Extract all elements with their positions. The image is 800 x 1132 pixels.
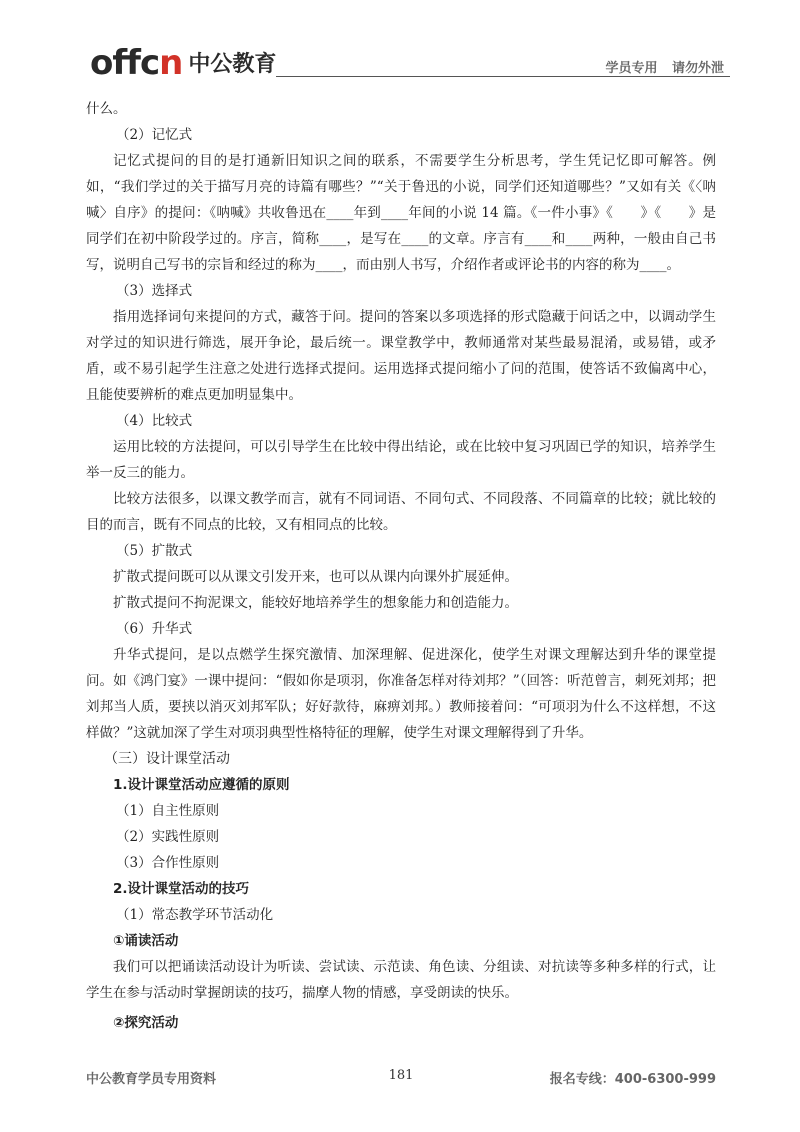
list-item: （1）常态教学环节活动化 — [116, 907, 274, 923]
chapter-heading-classroom-activity: （三）设计课堂活动 — [104, 751, 230, 767]
subheading-techniques: 2.设计课堂活动的技巧 — [113, 881, 250, 897]
page-body — [86, 96, 716, 1036]
header-notice: 学员专用 请勿外泄 — [605, 61, 724, 76]
paragraph: 运用比较的方法提问，可以引导学生在比较中得出结论，或在比较中复习巩固已学的知识，培养学生举一反三的能力。 — [86, 439, 716, 481]
paragraph: 我们可以把诵读活动设计为听读、尝试读、示范读、角色读、分组读、对抗读等多种多样的行式，让学生在参与活动时掌握朗读的技巧，揣摩人物的情感，享受朗读的快乐。 — [86, 959, 716, 1001]
subheading-principles: 1.设计课堂活动应遵循的原则 — [113, 777, 290, 793]
paragraph: 扩散式提问既可以从课文引发开来，也可以从课内向课外扩展延伸。 — [113, 569, 518, 585]
subheading-inquiry-activity: ②探究活动 — [113, 1015, 179, 1031]
section-heading-sublimation: （6）升华式 — [116, 621, 193, 637]
paragraph: 比较方法很多，以课文教学而言，就有不同词语、不同句式、不同段落、不同篇章的比较；就比较的目的而言，既有不同点的比较，又有相同点的比较。 — [86, 491, 716, 533]
paragraph: 什么。 — [86, 101, 127, 117]
paragraph: 指用选择词句来提问的方式，藏答于问。提问的答案以多项选择的形式隐藏于问话之中，以调动学生对学过的知识进行筛选，展开争论，最后统一。课堂教学中，教师通常对某些最易混淆，或易错，或矛盾，或不易引起学生注意之处进行选择式提问。运用选择式提问缩小了问的范围，使答话不致偏离中心，且能使要辨析的难点更加明显集中。 — [86, 309, 716, 403]
section-heading-divergent: （5）扩散式 — [116, 543, 193, 559]
section-heading-memory: （2）记忆式 — [116, 127, 193, 143]
paragraph: 记忆式提问的目的是打通新旧知识之间的联系，不需要学生分析思考，学生凭记忆即可解答。例如，“我们学过的关于描写月亮的诗篇有哪些？”“关于鲁迅的小说，同学们还知道哪些？”又如有关《〈呐喊〉自序》的提问：《呐喊》共收鲁迅在____年到____年间的小说 14 篇。《一件小事》《 》《 》是同学们在初中阶段学过的。序言，简称____，是写在____的文章。序言有____和____两种，一般由自己书写，说明自己写书的宗旨和经过的称为____，而由别人书写，介绍作者或评论书的内容的称为____。 — [86, 153, 716, 273]
list-item: （3）合作性原则 — [116, 855, 220, 871]
paragraph: 升华式提问，是以点燃学生探究激情、加深理解、促进深化，使学生对课文理解达到升华的课堂提问。如《鸿门宴》一课中提问：“假如你是项羽，你准备怎样对待刘邦？”（回答：听范曾言，刺死刘邦；把刘邦当人质，要挟以消灭刘邦军队；好好款待，麻痹刘邦。）教师接着问：“可项羽为什么不这样想，不这样做？”这就加深了学生对项羽典型性格特征的理解，使学生对课文理解得到了升华。 — [86, 647, 716, 741]
subheading-reading-activity: ①诵读活动 — [113, 933, 179, 949]
list-item: （1）自主性原则 — [116, 803, 220, 819]
offcn-logo — [90, 43, 277, 83]
page-header — [90, 44, 730, 84]
section-heading-choice: （3）选择式 — [116, 283, 193, 299]
logo-chinese-name: 中公教育 — [188, 52, 277, 77]
logo-wordmark: offcn — [90, 43, 183, 83]
footer-label: 中公教育学员专用资料 — [86, 1072, 217, 1087]
page-number: 181 — [388, 1068, 414, 1083]
header-divider — [276, 76, 730, 77]
paragraph: 扩散式提问不拘泥课文，能较好地培养学生的想象能力和创造能力。 — [113, 595, 518, 611]
section-heading-comparison: （4）比较式 — [116, 413, 193, 429]
footer-hotline: 报名专线：400-6300-999 — [549, 1072, 716, 1087]
list-item: （2）实践性原则 — [116, 829, 220, 845]
